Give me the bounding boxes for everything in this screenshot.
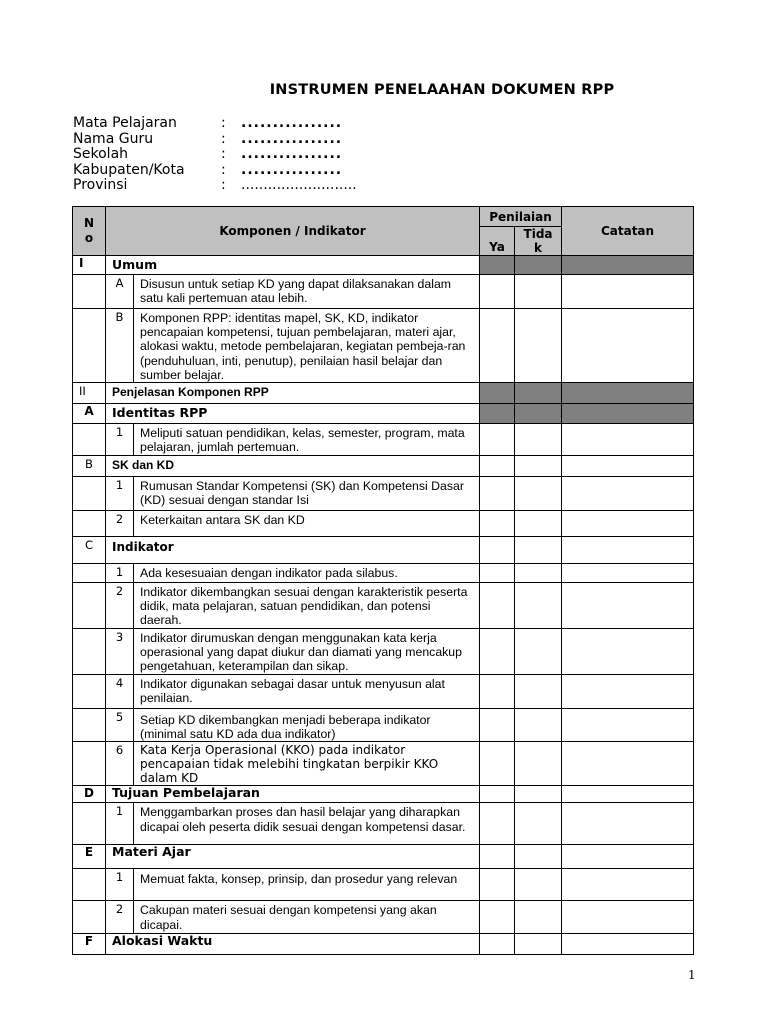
catatan-cell[interactable] <box>562 901 694 934</box>
catatan-cell[interactable] <box>562 869 694 901</box>
table-row <box>73 537 694 564</box>
item-number: 6 <box>106 742 134 786</box>
tidak-cell[interactable] <box>515 564 562 583</box>
meta-colon: : <box>221 146 226 162</box>
section-title: Alokasi Waktu <box>106 934 480 955</box>
row-number: C <box>73 537 106 564</box>
item-letter: B <box>106 309 134 383</box>
ya-cell[interactable] <box>480 786 515 803</box>
tidak-cell[interactable] <box>515 629 562 675</box>
catatan-cell[interactable] <box>562 709 694 742</box>
section-title: Identitas RPP <box>106 404 480 424</box>
table-row <box>73 456 694 477</box>
tidak-cell[interactable] <box>515 786 562 803</box>
tidak-cell[interactable] <box>515 901 562 934</box>
section-title: Penjelasan Komponen RPP <box>106 383 480 404</box>
row-number: B <box>73 456 106 477</box>
tidak-cell[interactable] <box>515 742 562 786</box>
table-row <box>73 583 694 629</box>
tidak-cell[interactable] <box>515 275 562 309</box>
meta-label: Provinsi <box>73 177 128 193</box>
tidak-cell <box>515 404 562 424</box>
assessment-table <box>72 206 694 955</box>
tidak-cell[interactable] <box>515 709 562 742</box>
item-text: Memuat fakta, konsep, prinsip, dan prosedur yang relevan <box>134 869 480 901</box>
catatan-cell[interactable] <box>562 934 694 955</box>
catatan-cell[interactable] <box>562 456 694 477</box>
catatan-cell <box>562 404 694 424</box>
table-row <box>73 424 694 456</box>
meta-colon: : <box>221 161 226 178</box>
catatan-cell[interactable] <box>562 537 694 564</box>
ya-cell[interactable] <box>480 901 515 934</box>
ya-cell[interactable] <box>480 456 515 477</box>
item-number: 1 <box>106 424 134 456</box>
empty-cell <box>73 511 106 537</box>
catatan-cell <box>562 256 694 275</box>
item-number: 5 <box>106 709 134 742</box>
empty-cell <box>73 583 106 629</box>
item-number: 3 <box>106 629 134 675</box>
table-row <box>73 309 694 383</box>
item-text: Setiap KD dikembangkan menjadi beberapa indikator (minimal satu KD ada dua indikator) <box>134 709 480 742</box>
catatan-cell[interactable] <box>562 845 694 869</box>
table-row <box>73 675 694 709</box>
meta-label: Mata Pelajaran <box>73 115 177 131</box>
ya-cell[interactable] <box>480 511 515 537</box>
tidak-cell[interactable] <box>515 583 562 629</box>
catatan-cell[interactable] <box>562 424 694 456</box>
ya-cell[interactable] <box>480 845 515 869</box>
tidak-cell[interactable] <box>515 675 562 709</box>
tidak-cell[interactable] <box>515 803 562 845</box>
catatan-cell[interactable] <box>562 309 694 383</box>
ya-cell[interactable] <box>480 803 515 845</box>
page-number: 1 <box>688 968 696 982</box>
table-row <box>73 901 694 934</box>
empty-cell <box>73 564 106 583</box>
tidak-cell[interactable] <box>515 456 562 477</box>
tidak-cell[interactable] <box>515 477 562 511</box>
item-text: Meliputi satuan pendidikan, kelas, semester, program, mata pelajaran, jumlah pertemuan. <box>134 424 480 456</box>
header-ya: Ya <box>480 227 515 256</box>
document-title: INSTRUMEN PENELAAHAN DOKUMEN RPP <box>269 82 615 98</box>
meta-label: Sekolah <box>73 146 129 162</box>
item-number: 4 <box>106 675 134 709</box>
table-row <box>73 709 694 742</box>
catatan-cell[interactable] <box>562 803 694 845</box>
table-row <box>73 803 694 845</box>
item-letter: A <box>106 275 134 309</box>
header-komponen: Komponen / Indikator <box>106 207 480 256</box>
table-row <box>73 477 694 511</box>
table-row <box>73 256 694 275</box>
empty-cell <box>73 803 106 845</box>
ya-cell[interactable] <box>480 709 515 742</box>
item-number: 2 <box>106 901 134 934</box>
item-text: Kata Kerja Operasional (KKO) pada indikator pencapaian tidak melebihi tingkatan berpikir KKO dalam KD <box>134 742 480 786</box>
row-number: II <box>73 383 106 404</box>
ya-cell[interactable] <box>480 537 515 564</box>
empty-cell <box>73 629 106 675</box>
empty-cell <box>73 709 106 742</box>
row-number: F <box>73 934 106 955</box>
table-row <box>73 934 694 955</box>
section-title: Materi Ajar <box>106 845 480 869</box>
item-number: 1 <box>106 564 134 583</box>
item-number: 1 <box>106 869 134 901</box>
meta-label: Nama Guru <box>73 130 154 147</box>
tidak-cell[interactable] <box>515 869 562 901</box>
catatan-cell[interactable] <box>562 564 694 583</box>
item-number: 2 <box>106 511 134 537</box>
ya-cell <box>480 383 515 404</box>
meta-value: ................ <box>241 161 343 178</box>
item-text: Ada kesesuaian dengan indikator pada silabus. <box>134 564 480 583</box>
tidak-cell[interactable] <box>515 309 562 383</box>
table-row <box>73 869 694 901</box>
ya-cell[interactable] <box>480 309 515 383</box>
header-catatan: Catatan <box>562 207 694 256</box>
empty-cell <box>73 477 106 511</box>
empty-cell <box>73 424 106 456</box>
tidak-cell <box>515 256 562 275</box>
catatan-cell[interactable] <box>562 275 694 309</box>
table-row <box>73 564 694 583</box>
row-number: I <box>73 256 106 275</box>
section-title: Tujuan Pembelajaran <box>106 786 480 803</box>
empty-cell <box>73 869 106 901</box>
row-number: D <box>73 786 106 803</box>
item-text: Rumusan Standar Kompetensi (SK) dan Kompetensi Dasar (KD) sesuai dengan standar Isi <box>134 477 480 511</box>
item-text: Cakupan materi sesuai dengan kompetensi yang akan dicapai. <box>134 901 480 934</box>
header-penilaian: Penilaian <box>480 207 562 227</box>
item-number: 1 <box>106 477 134 511</box>
meta-colon: : <box>221 177 226 193</box>
meta-value: ................ <box>241 146 343 162</box>
tidak-cell[interactable] <box>515 511 562 537</box>
section-title: Indikator <box>106 537 480 564</box>
item-text: Indikator dikembangkan sesuai dengan karakteristik peserta didik, mata pelajaran, satuan pendidikan, dan potensi daerah. <box>134 583 480 629</box>
item-text: Keterkaitan antara SK dan KD <box>134 511 480 537</box>
empty-cell <box>73 901 106 934</box>
ya-cell[interactable] <box>480 564 515 583</box>
table-row <box>73 845 694 869</box>
item-text: Disusun untuk setiap KD yang dapat dilaksanakan dalam satu kali pertemuan atau lebih. <box>134 275 480 309</box>
section-title: Umum <box>106 256 480 275</box>
ya-cell[interactable] <box>480 934 515 955</box>
table-row <box>73 629 694 675</box>
item-number: 1 <box>106 803 134 845</box>
tidak-cell[interactable] <box>515 934 562 955</box>
table-row <box>73 786 694 803</box>
row-number: A <box>73 404 106 424</box>
tidak-cell <box>515 383 562 404</box>
catatan-cell <box>562 383 694 404</box>
header-tidak: Tida k <box>515 227 562 256</box>
ya-cell <box>480 256 515 275</box>
item-number: 2 <box>106 583 134 629</box>
table-row <box>73 742 694 786</box>
empty-cell <box>73 742 106 786</box>
row-number: E <box>73 845 106 869</box>
table-row <box>73 511 694 537</box>
ya-cell[interactable] <box>480 675 515 709</box>
tidak-cell[interactable] <box>515 537 562 564</box>
item-text: Komponen RPP: identitas mapel, SK, KD, indikator pencapaian kompetensi, tujuan pembelajaran, materi ajar, alokasi waktu, metode pembelajaran, kegiatan pembeja-ran (penduhuluan, inti, penutup), penilaian hasil belajar dan sumber belajar. <box>134 309 480 383</box>
empty-cell <box>73 275 106 309</box>
meta-value: ................ <box>241 115 343 131</box>
item-text: Indikator dirumuskan dengan menggunakan kata kerja operasional yang dapat diukur dan diamati yang mencakup pengetahuan, keterampilan dan sikap. <box>134 629 480 675</box>
meta-colon: : <box>221 115 226 131</box>
table-row <box>73 383 694 404</box>
ya-cell[interactable] <box>480 742 515 786</box>
catatan-cell[interactable] <box>562 786 694 803</box>
ya-cell <box>480 404 515 424</box>
table-row <box>73 404 694 424</box>
catatan-cell[interactable] <box>562 511 694 537</box>
catatan-cell[interactable] <box>562 583 694 629</box>
catatan-cell[interactable] <box>562 629 694 675</box>
item-text: Menggambarkan proses dan hasil belajar yang diharapkan dicapai oleh peserta didik sesuai dengan kompetensi dasar. <box>134 803 480 845</box>
ya-cell[interactable] <box>480 477 515 511</box>
ya-cell[interactable] <box>480 275 515 309</box>
empty-cell <box>73 675 106 709</box>
header-no: N o <box>73 207 106 256</box>
catatan-cell[interactable] <box>562 477 694 511</box>
item-text: Indikator digunakan sebagai dasar untuk menyusun alat penilaian. <box>134 675 480 709</box>
catatan-cell[interactable] <box>562 675 694 709</box>
table-header-row <box>73 207 694 227</box>
section-title: SK dan KD <box>106 456 480 477</box>
table-row <box>73 275 694 309</box>
meta-label: Kabupaten/Kota <box>73 161 185 178</box>
ya-cell[interactable] <box>480 629 515 675</box>
empty-cell <box>73 309 106 383</box>
meta-value: .......................... <box>241 177 357 193</box>
catatan-cell[interactable] <box>562 742 694 786</box>
ya-cell[interactable] <box>480 583 515 629</box>
meta-value: ................ <box>241 130 343 147</box>
meta-colon: : <box>221 130 226 147</box>
tidak-cell[interactable] <box>515 424 562 456</box>
ya-cell[interactable] <box>480 424 515 456</box>
ya-cell[interactable] <box>480 869 515 901</box>
tidak-cell[interactable] <box>515 845 562 869</box>
